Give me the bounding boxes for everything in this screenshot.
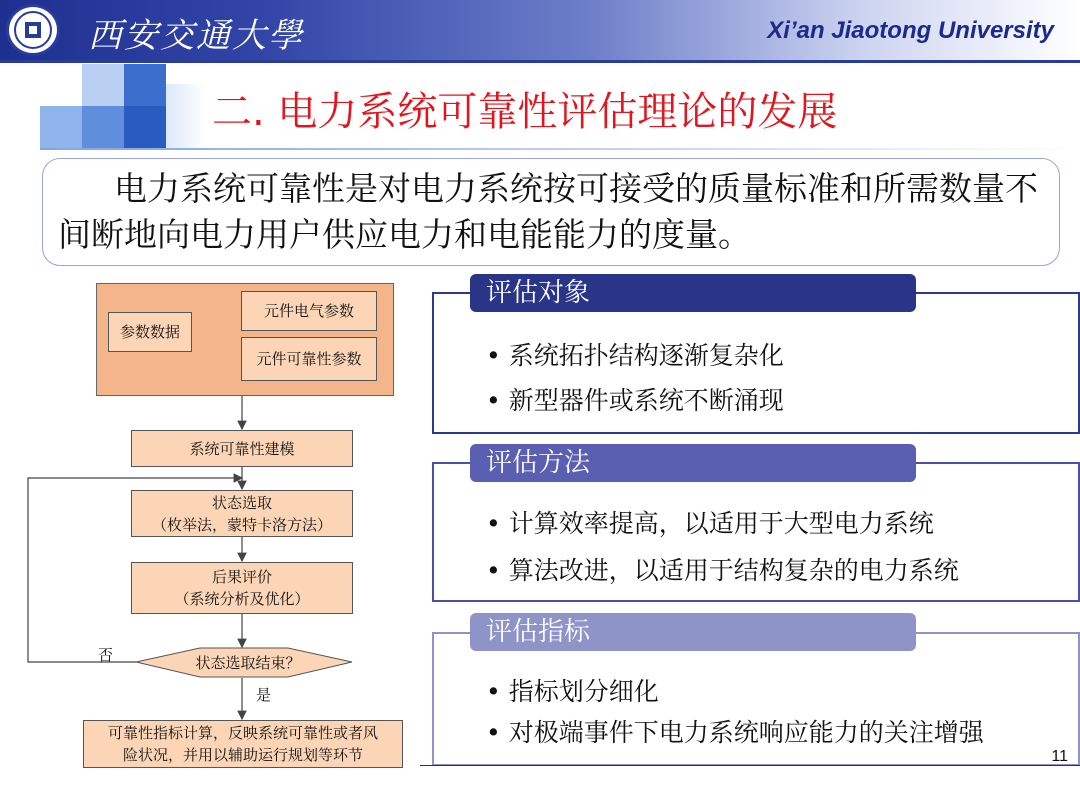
page-title: 二. 电力系统可靠性评估理论的发展 xyxy=(212,89,838,135)
bullet-text: 指标划分细化 xyxy=(508,677,659,706)
yes-label: 是 xyxy=(256,686,272,704)
section-heading-object: 评估对象 xyxy=(470,274,916,312)
state-select-line1: 状态选取 xyxy=(211,493,272,512)
section-heading-method: 评估方法 xyxy=(470,444,916,482)
section-method-bullet-1: • 计算效率提高，以适用于大型电力系统 xyxy=(486,509,934,538)
param-data-box xyxy=(108,312,192,352)
page-number: 11 xyxy=(1051,748,1068,765)
bullet-text: 对极端事件下电力系统响应能力的关注增强 xyxy=(508,718,984,747)
section-object-bullet-1: • 系统拓扑结构逐渐复杂化 xyxy=(486,341,784,370)
elec-params-label: 元件电气参数 xyxy=(263,302,354,320)
definition-text: 电力系统可靠性是对电力系统按可接受的质量标准和所需数量不间断地向电力用户供应电力和电能能力的度量。 xyxy=(58,169,1038,254)
section-index-bullet-1: • 指标划分细化 xyxy=(486,677,659,706)
decision-label: 状态选取结束？ xyxy=(195,654,301,672)
result-line2: 险状况，并用以辅助运行规划等环节 xyxy=(122,746,363,764)
footer-line xyxy=(420,765,1080,766)
result-box xyxy=(83,720,403,768)
section-method-bullet-2: • 算法改进，以适用于结构复杂的电力系统 xyxy=(486,556,959,585)
modeling-label: 系统可靠性建模 xyxy=(189,439,295,458)
consequence-line1: 后果评价 xyxy=(211,568,272,586)
bullet-text: 算法改进，以适用于结构复杂的电力系统 xyxy=(508,556,959,585)
no-label: 否 xyxy=(98,646,114,664)
elec-params-box xyxy=(241,291,377,331)
param-data-label: 参数数据 xyxy=(119,323,180,341)
rel-params-label: 元件可靠性参数 xyxy=(256,350,362,368)
university-name-cn: 西安交通大學 xyxy=(88,16,304,56)
section-object-bullet-2: • 新型器件或系统不断涌现 xyxy=(486,386,784,415)
modeling-box xyxy=(131,430,353,467)
state-select-line2: （枚举法，蒙特卡洛方法） xyxy=(151,515,332,534)
consequence-box xyxy=(131,562,353,614)
bullet-text: 新型器件或系统不断涌现 xyxy=(508,386,784,415)
university-name-en: Xi’an Jiaotong University xyxy=(767,17,1054,44)
bullet-text: 计算效率提高，以适用于大型电力系统 xyxy=(508,509,934,538)
bullet-text: 系统拓扑结构逐渐复杂化 xyxy=(508,341,784,370)
consequence-line2: （系统分析及优化） xyxy=(174,590,310,608)
flowchart-connectors xyxy=(0,0,430,810)
result-line1: 可靠性指标计算，反映系统可靠性或者风 xyxy=(107,724,378,742)
section-index-bullet-2: • 对极端事件下电力系统响应能力的关注增强 xyxy=(486,718,984,747)
state-select-box xyxy=(131,490,353,537)
rel-params-box xyxy=(241,337,377,381)
section-heading-index: 评估指标 xyxy=(470,613,916,651)
